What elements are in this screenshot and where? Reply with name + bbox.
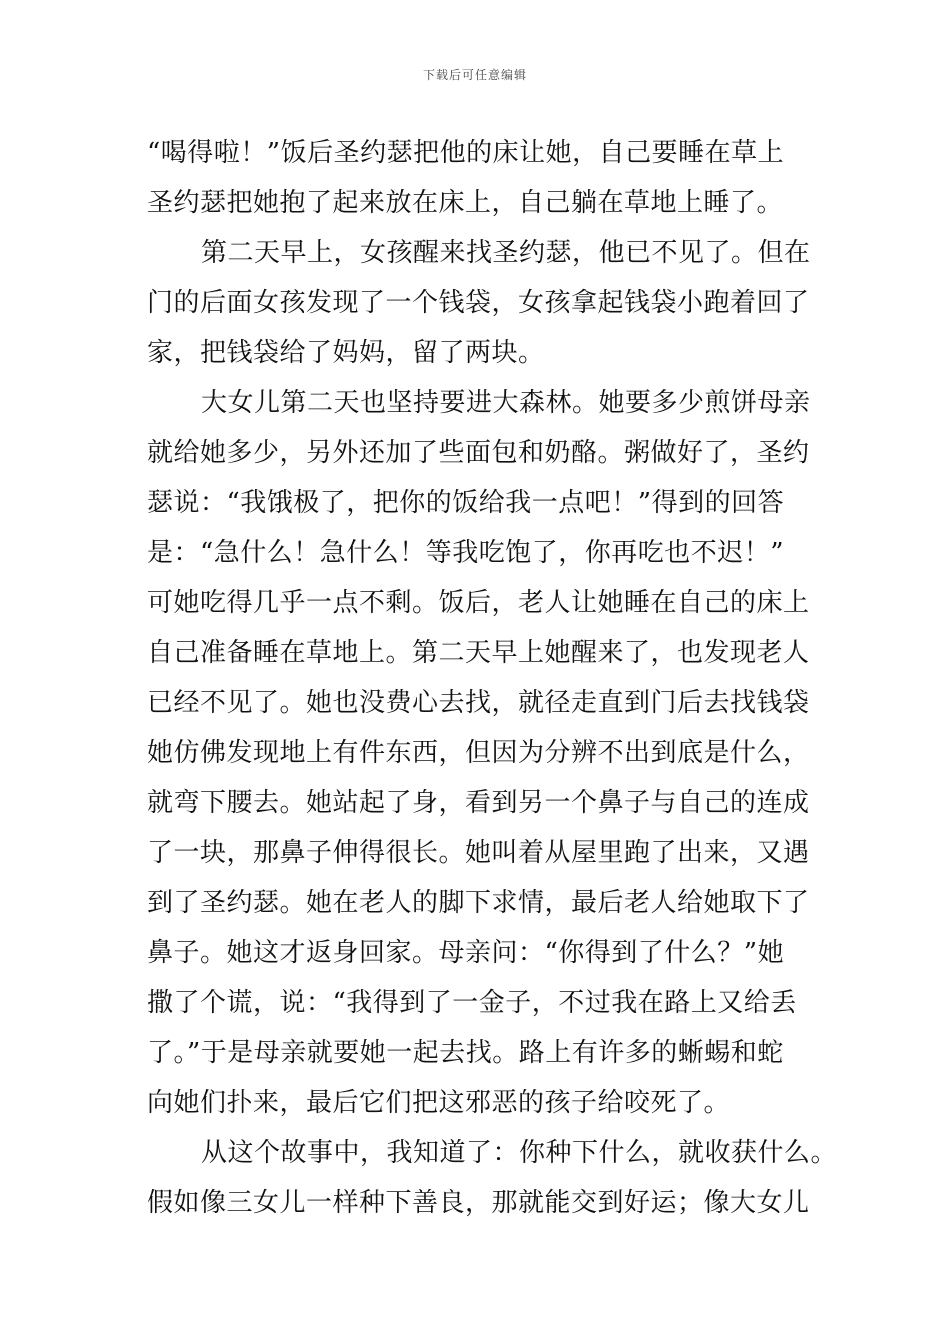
text-line: 可她吃得几乎一点不剩。饭后，老人让她睡在自己的床上 [147,588,810,618]
text-line: 门的后面女孩发现了一个钱袋，女孩拿起钱袋小跑着回了 [147,288,810,318]
text-line: 鼻子。她这才返身回家。母亲问：“你得到了什么？”她 [147,938,785,968]
text-line: 已经不见了。她也没费心去找，就径走直到门后去找钱袋 [147,688,810,718]
text-line: 向她们扑来，最后它们把这邪恶的孩子给咬死了。 [147,1088,731,1118]
paragraph-first-line: 大女儿第二天也坚持要进大森林。她要多少煎饼母亲 [201,388,811,418]
text-line: 瑟说：“我饿极了，把你的饭给我一点吧！”得到的回答 [147,488,785,518]
text-line: 家，把钱袋给了妈妈，留了两块。 [147,338,545,368]
text-line: 撒了个谎，说：“我得到了一金子，不过我在路上又给丢 [147,988,797,1018]
text-line: “喝得啦！”饭后圣约瑟把他的床让她，自己要睡在草上 [147,138,785,168]
text-line: 假如像三女儿一样种下善良，那就能交到好运；像大女儿 [147,1188,810,1218]
text-line: 了一块，那鼻子伸得很长。她叫着从屋里跑了出来，又遇 [147,838,810,868]
page-header: 下载后可任意编辑 [422,68,527,82]
text-line: 她仿佛发现地上有件东西，但因为分辨不出到底是什么， [147,738,810,768]
text-line: 自己准备睡在草地上。第二天早上她醒来了，也发现老人 [147,638,810,668]
text-line: 了。”于是母亲就要她一起去找。路上有许多的蜥蜴和蛇 [147,1038,784,1068]
text-line: 是：“急什么！急什么！等我吃饱了，你再吃也不迟！” [147,538,785,568]
text-line: 就给她多少，另外还加了些面包和奶酪。粥做好了，圣约 [147,438,810,468]
text-line: 就弯下腰去。她站起了身，看到另一个鼻子与自己的连成 [147,788,810,818]
paragraph-first-line: 第二天早上，女孩醒来找圣约瑟，他已不见了。但在 [201,238,811,268]
paragraph-first-line: 从这个故事中，我知道了：你种下什么，就收获什么。 [201,1138,838,1168]
text-line: 到了圣约瑟。她在老人的脚下求情，最后老人给她取下了 [147,888,810,918]
document-body [147,128,838,1228]
text-line: 圣约瑟把她抱了起来放在床上，自己躺在草地上睡了。 [147,188,784,218]
